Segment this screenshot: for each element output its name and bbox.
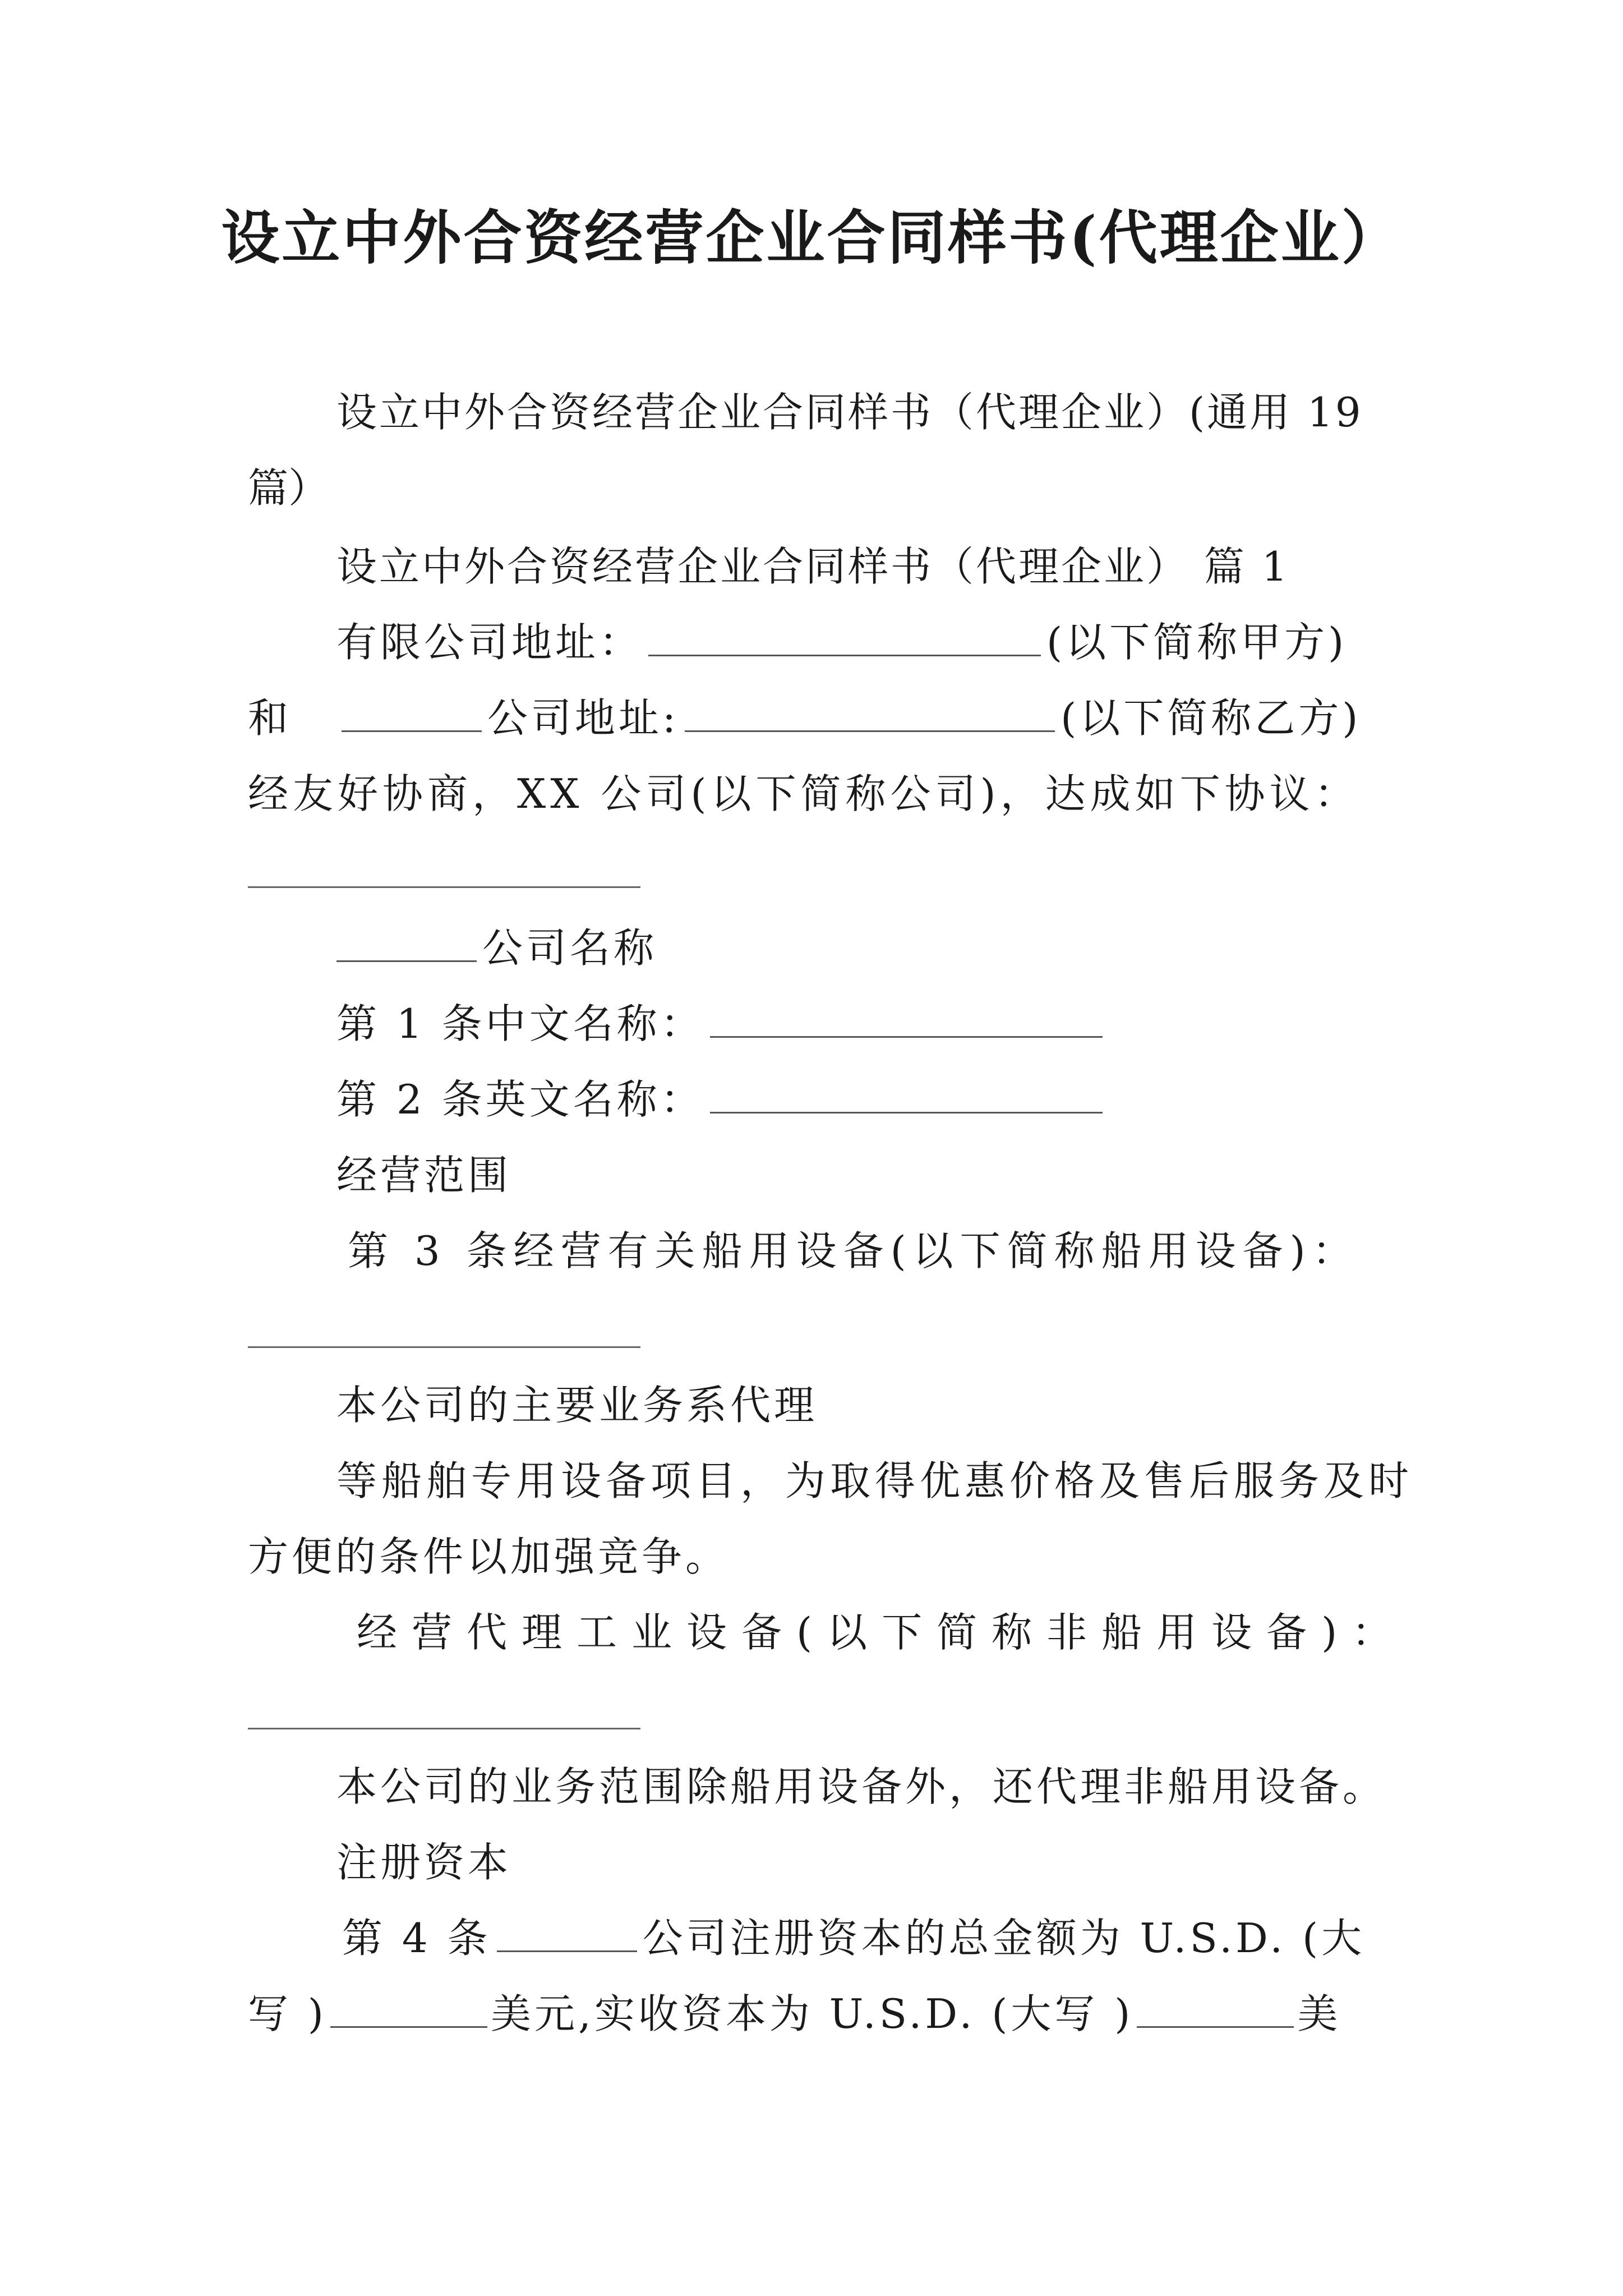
party-b-name-blank	[342, 697, 482, 732]
article-4-line	[342, 1910, 1365, 1966]
company-name-heading	[336, 920, 657, 976]
article-2-label: 第 2 条英文名称：	[336, 1076, 704, 1123]
article-4-text: 公司注册资本的总金额为 U.S.D. (大	[642, 1915, 1366, 1962]
subtitle-line-2: 篇）	[248, 464, 329, 512]
separator-rule-2	[248, 1346, 640, 1348]
business-scope-heading: 经营范围	[336, 1152, 512, 1199]
party-b-note: (以下简称乙方)	[1061, 694, 1362, 742]
separator-rule-1	[248, 886, 640, 888]
competition-line: 方便的条件以加强竞争。	[248, 1533, 730, 1580]
main-business-line: 本公司的主要业务系代理	[336, 1382, 818, 1429]
company-name-label: 公司名称	[482, 924, 658, 972]
paid-in-capital-text: 美元,实收资本为 U.S.D. (大写 )	[490, 1990, 1134, 2037]
capital-line-tail: 美	[1297, 1990, 1341, 2037]
section-heading-1: 设立中外合资经营企业合同样书（代理企业） 篇 1	[336, 543, 1290, 590]
separator-rule-3	[248, 1728, 640, 1729]
party-a-address-blank	[648, 621, 1041, 656]
paid-in-capital-blank	[1137, 1993, 1294, 2028]
subtitle-line-1: 设立中外合资经营企业合同样书（代理企业）(通用 19	[336, 389, 1363, 436]
agreement-line: 经友好协商，XX 公司(以下简称公司)，达成如下协议：	[248, 770, 1359, 817]
article-4-company-blank	[497, 1917, 637, 1952]
party-b-line	[248, 690, 1361, 746]
chinese-name-blank	[710, 1002, 1103, 1038]
ship-equipment-line: 等船舶专用设备项目，为取得优惠价格及售后服务及时	[336, 1457, 1414, 1504]
english-name-blank	[710, 1078, 1103, 1114]
registered-capital-heading: 注册资本	[336, 1839, 512, 1886]
capital-amount-line	[248, 1986, 1341, 2042]
party-a-line	[336, 614, 1347, 670]
capital-uppercase-label: 写 )	[248, 1990, 327, 2037]
article-3-line: 第 3 条经营有关船用设备(以下简称船用设备)：	[348, 1227, 1359, 1274]
party-b-label: 公司地址:	[487, 694, 680, 742]
party-a-label: 有限公司地址：	[336, 619, 643, 666]
party-b-and: 和	[248, 694, 292, 742]
company-name-blank	[336, 927, 477, 962]
article-4-label: 第 4 条	[342, 1915, 491, 1962]
total-capital-blank	[330, 1993, 487, 2028]
scope-summary-line: 本公司的业务范围除船用设备外，还代理非船用设备。	[336, 1763, 1387, 1810]
article-1-label: 第 1 条中文名称：	[336, 1000, 704, 1047]
document-title: 设立中外合资经营企业合同样书(代理企业）	[221, 203, 1402, 272]
industrial-equipment-line: 经营代理工业设备(以下简称非船用设备)：	[357, 1609, 1407, 1656]
article-1-line	[336, 996, 1108, 1052]
article-2-line	[336, 1071, 1108, 1128]
party-b-address-blank	[685, 697, 1055, 732]
party-a-note: (以下简称甲方)	[1046, 619, 1348, 666]
